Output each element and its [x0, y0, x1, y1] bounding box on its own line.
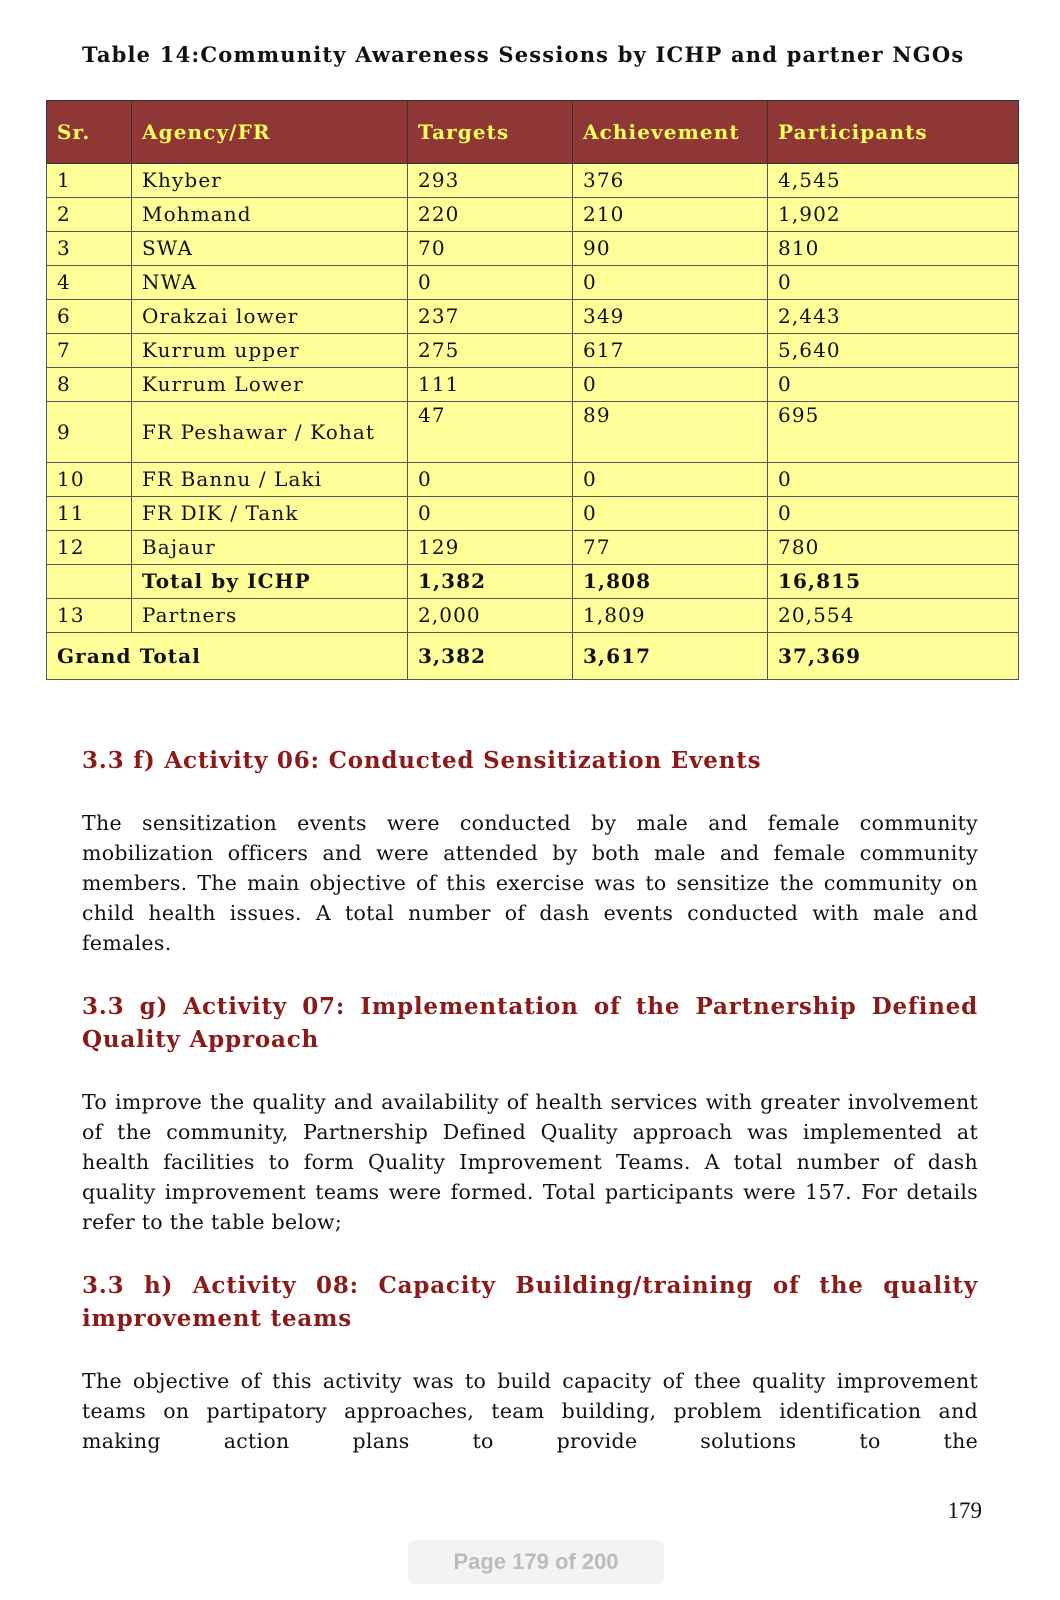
cell-targets: 47	[408, 402, 573, 463]
cell-sr	[47, 565, 132, 599]
cell-agency: FR DIK / Tank	[132, 497, 408, 531]
cell-achievement: 617	[573, 334, 768, 368]
section-body-activity-08: The objective of this activity was to build capacity of thee quality improvement teams on partipatory approaches, team building, problem identification and making action plans to provide solutions to the	[82, 1369, 978, 1453]
cell-participants: 2,443	[768, 300, 1019, 334]
cell-sr: 11	[47, 497, 132, 531]
cell-achievement: 349	[573, 300, 768, 334]
cell-participants: 0	[768, 497, 1019, 531]
table-row	[47, 565, 1019, 599]
cell-targets: 0	[408, 497, 573, 531]
cell-achievement: 376	[573, 164, 768, 198]
cell-achievement: 90	[573, 232, 768, 266]
table-row	[47, 266, 1019, 300]
cell-sr: 7	[47, 334, 132, 368]
cell-agency: Orakzai lower	[132, 300, 408, 334]
cell-targets: 70	[408, 232, 573, 266]
cell-sr: 2	[47, 198, 132, 232]
cell-sr: 9	[47, 402, 132, 463]
cell-agency: Kurrum Lower	[132, 368, 408, 402]
header-participants: Participants	[768, 101, 1019, 164]
cell-targets: 293	[408, 164, 573, 198]
section-heading-activity-06: 3.3 f) Activity 06: Conducted Sensitization Events	[82, 747, 762, 774]
cell-agency: FR Bannu / Laki	[132, 463, 408, 497]
table-row	[47, 463, 1019, 497]
cell-achievement: 1,808	[573, 565, 768, 599]
cell-participants: 0	[768, 368, 1019, 402]
table-row	[47, 198, 1019, 232]
header-targets: Targets	[408, 101, 573, 164]
cell-sr: 3	[47, 232, 132, 266]
cell-achievement: 77	[573, 531, 768, 565]
cell-achievement: 210	[573, 198, 768, 232]
cell-achievement: 0	[573, 368, 768, 402]
cell-agency: FR Peshawar / Kohat	[132, 402, 408, 463]
cell-sr: 12	[47, 531, 132, 565]
table-row	[47, 531, 1019, 565]
cell-targets: 111	[408, 368, 573, 402]
section-heading-activity-07: 3.3 g) Activity 07: Implementation of the Partnership Defined Quality Approach	[82, 993, 978, 1053]
cell-sr: 8	[47, 368, 132, 402]
table-row	[47, 599, 1019, 633]
table-row	[47, 232, 1019, 266]
cell-achievement: 89	[573, 402, 768, 463]
table-row	[47, 334, 1019, 368]
page-number: 179	[947, 1498, 982, 1523]
table-header-row	[47, 101, 1019, 164]
cell-agency: Khyber	[132, 164, 408, 198]
cell-participants: 0	[768, 463, 1019, 497]
page-indicator-overlay: Page 179 of 200	[408, 1540, 664, 1584]
cell-achievement: 0	[573, 463, 768, 497]
table-caption: Table 14:Community Awareness Sessions by ICHP and partner NGOs	[82, 42, 965, 67]
cell-participants: 16,815	[768, 565, 1019, 599]
cell-participants: 695	[768, 402, 1019, 463]
table-row	[47, 368, 1019, 402]
cell-targets: 1,382	[408, 565, 573, 599]
table-row	[47, 402, 1019, 463]
header-achievement: Achievement	[573, 101, 768, 164]
cell-agency: Partners	[132, 599, 408, 633]
table-row	[47, 300, 1019, 334]
cell-participants: 780	[768, 531, 1019, 565]
cell-targets: 129	[408, 531, 573, 565]
grand-total-label: Grand Total	[47, 633, 408, 680]
header-agency: Agency/FR	[132, 101, 408, 164]
cell-agency: Mohmand	[132, 198, 408, 232]
cell-achievement: 1,809	[573, 599, 768, 633]
cell-agency: Bajaur	[132, 531, 408, 565]
community-awareness-table	[46, 100, 1019, 680]
cell-sr: 4	[47, 266, 132, 300]
cell-participants: 5,640	[768, 334, 1019, 368]
table-row	[47, 497, 1019, 531]
cell-targets: 3,382	[408, 633, 573, 680]
cell-targets: 2,000	[408, 599, 573, 633]
cell-participants: 1,902	[768, 198, 1019, 232]
cell-targets: 0	[408, 463, 573, 497]
cell-targets: 0	[408, 266, 573, 300]
cell-sr: 13	[47, 599, 132, 633]
cell-sr: 6	[47, 300, 132, 334]
grand-total-row	[47, 633, 1019, 680]
cell-achievement: 0	[573, 497, 768, 531]
table-row	[47, 164, 1019, 198]
cell-achievement: 0	[573, 266, 768, 300]
cell-achievement: 3,617	[573, 633, 768, 680]
cell-agency: SWA	[132, 232, 408, 266]
cell-participants: 20,554	[768, 599, 1019, 633]
cell-participants: 37,369	[768, 633, 1019, 680]
cell-participants: 810	[768, 232, 1019, 266]
section-heading-activity-08: 3.3 h) Activity 08: Capacity Building/training of the quality improvement teams	[82, 1272, 978, 1332]
cell-targets: 220	[408, 198, 573, 232]
body-content	[82, 744, 978, 1488]
section-body-activity-06: The sensitization events were conducted by male and female community mobilization officers and were attended by both male and female community members. The main objective of this exercise was to sensitize the community on child health issues. A total number of dash events conducted with male and females.	[82, 811, 978, 955]
cell-agency: NWA	[132, 266, 408, 300]
header-sr: Sr.	[47, 101, 132, 164]
cell-participants: 4,545	[768, 164, 1019, 198]
cell-targets: 237	[408, 300, 573, 334]
cell-participants: 0	[768, 266, 1019, 300]
cell-targets: 275	[408, 334, 573, 368]
section-body-activity-07: To improve the quality and availability of health services with greater involvement of the community, Partnership Defined Quality approach was implemented at health facilities to form Quality Improvement Teams. A total number of dash quality improvement teams were formed. Total participants were 157. For details refer to the table below;	[82, 1090, 978, 1234]
cell-sr: 10	[47, 463, 132, 497]
cell-sr: 1	[47, 164, 132, 198]
cell-agency: Total by ICHP	[132, 565, 408, 599]
cell-agency: Kurrum upper	[132, 334, 408, 368]
